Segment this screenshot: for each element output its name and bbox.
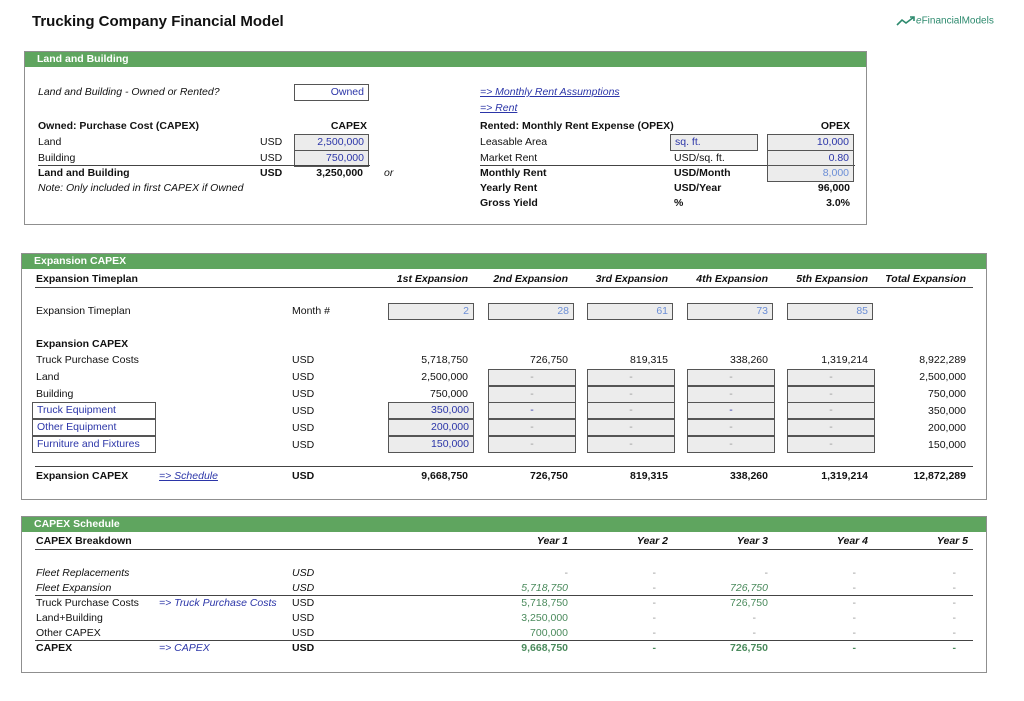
fleet-expansion-y1: 5,718,750	[521, 582, 568, 594]
row-truck-equipment-unit: USD	[292, 405, 315, 417]
fleet-expansion-y4: -	[852, 582, 856, 594]
row-land-input-4[interactable]: -	[687, 369, 775, 386]
sched-capex-total-y3: 726,750	[730, 642, 768, 654]
fleet-expansion-unit: USD	[292, 582, 315, 594]
land-label: Land	[38, 136, 62, 148]
row-truck-purchase-label: Truck Purchase Costs	[36, 354, 139, 366]
monthly-rent-value: 8,000	[767, 165, 854, 182]
row-land-input-5[interactable]: -	[787, 369, 875, 386]
expansion-total-3: 819,315	[630, 470, 668, 482]
sched-other-capex-unit: USD	[292, 627, 315, 639]
row-furniture-label[interactable]: Furniture and Fixtures	[32, 436, 156, 453]
row-other-equipment-input-4[interactable]: -	[687, 419, 775, 436]
or-text: or	[384, 167, 394, 179]
row-furniture-input-2[interactable]: -	[488, 436, 576, 453]
capex-breakdown-header: CAPEX Breakdown	[36, 535, 132, 547]
capex-column-header: CAPEX	[330, 120, 367, 132]
gross-yield-unit: %	[674, 197, 684, 209]
col-4th-expansion: 4th Expansion	[696, 273, 768, 285]
sched-other-capex-y1: 700,000	[530, 627, 568, 639]
sched-other-capex-y5: -	[952, 627, 956, 639]
row-furniture-input-3[interactable]: -	[587, 436, 675, 453]
timeplan-unit: Month #	[292, 305, 330, 317]
timeplan-label: Expansion Timeplan	[36, 305, 131, 317]
row-truck-equipment-input-3[interactable]: -	[587, 402, 675, 419]
expansion-total-5: 1,319,214	[821, 470, 868, 482]
row-other-equipment-label[interactable]: Other Equipment	[32, 419, 156, 436]
row-truck-equipment-input-4[interactable]: -	[687, 402, 775, 419]
row-truck-equipment-input-2[interactable]: -	[488, 402, 576, 419]
sched-truck-purchase-y2: -	[652, 597, 656, 609]
fleet-expansion-y3: 726,750	[730, 582, 768, 594]
row-other-equipment-input-3[interactable]: -	[587, 419, 675, 436]
leasable-area-unit: sq. ft.	[670, 134, 758, 151]
sched-truck-purchase-y5: -	[952, 597, 956, 609]
timeplan-input-2[interactable]: 28	[488, 303, 574, 320]
row-truck-purchase-v1: 5,718,750	[421, 354, 468, 366]
row-other-equipment-input-2[interactable]: -	[488, 419, 576, 436]
ownership-select[interactable]: Owned	[294, 84, 369, 101]
row-other-equipment-input-1[interactable]: 200,000	[388, 419, 474, 436]
sched-land-building-y1: 3,250,000	[521, 612, 568, 624]
market-rent-label: Market Rent	[480, 152, 538, 164]
row-land-unit: USD	[292, 371, 315, 383]
sched-capex-total-y2: -	[652, 642, 656, 654]
row-furniture-total: 150,000	[928, 439, 966, 451]
capex-schedule-panel	[21, 516, 987, 673]
expansion-total-unit: USD	[292, 470, 315, 482]
year-2-header: Year 2	[636, 535, 668, 547]
monthly-rent-label: Monthly Rent	[480, 167, 547, 179]
fleet-replacements-y5: -	[952, 567, 956, 579]
sched-capex-total-y1: 9,668,750	[521, 642, 568, 654]
gross-yield-value: 3.0%	[826, 197, 850, 209]
row-building-input-5[interactable]: -	[787, 386, 875, 403]
expansion-total-4: 338,260	[730, 470, 768, 482]
row-truck-equipment-input-1[interactable]: 350,000	[388, 402, 474, 419]
row-building-unit: USD	[292, 388, 315, 400]
col-3rd-expansion: 3rd Expansion	[595, 273, 668, 285]
monthly-rent-unit: USD/Month	[674, 167, 731, 179]
sched-truck-purchase-unit: USD	[292, 597, 315, 609]
land-cost-input[interactable]: 2,500,000	[294, 134, 369, 151]
year-5-header: Year 5	[936, 535, 968, 547]
col-5th-expansion: 5th Expansion	[796, 273, 868, 285]
expansion-timeplan-header: Expansion Timeplan	[36, 273, 138, 285]
sched-other-capex-label: Other CAPEX	[36, 627, 101, 639]
sched-land-building-y5: -	[952, 612, 956, 624]
brand-logo: eFinancialModels	[896, 15, 994, 27]
sched-land-building-y2: -	[652, 612, 656, 624]
fleet-expansion-label: Fleet Expansion	[36, 582, 112, 594]
schedule-link[interactable]: => Schedule	[159, 470, 218, 482]
rent-link[interactable]: => Rent	[480, 102, 518, 114]
building-label: Building	[38, 152, 76, 164]
row-other-equipment-input-5[interactable]: -	[787, 419, 875, 436]
sched-truck-purchase-y1: 5,718,750	[521, 597, 568, 609]
row-land-input-3[interactable]: -	[587, 369, 675, 386]
fleet-expansion-y5: -	[952, 582, 956, 594]
ownership-question: Land and Building - Owned or Rented?	[38, 86, 220, 98]
row-land-label: Land	[36, 371, 60, 383]
row-land-total: 2,500,000	[919, 371, 966, 383]
sched-land-building-unit: USD	[292, 612, 315, 624]
expansion-capex-title: Expansion CAPEX	[36, 338, 129, 350]
expansion-total-label: Expansion CAPEX	[36, 470, 129, 482]
row-furniture-input-5[interactable]: -	[787, 436, 875, 453]
expansion-total-2: 726,750	[530, 470, 568, 482]
growth-arrow-icon	[896, 15, 916, 27]
row-truck-purchase-unit: USD	[292, 354, 315, 366]
year-3-header: Year 3	[736, 535, 768, 547]
row-truck-purchase-v3: 819,315	[630, 354, 668, 366]
row-truck-equipment-label[interactable]: Truck Equipment	[32, 402, 156, 419]
yearly-rent-unit: USD/Year	[674, 182, 722, 194]
land-building-panel	[24, 51, 867, 225]
land-unit: USD	[260, 136, 283, 148]
expansion-capex-header: Expansion CAPEX	[22, 254, 986, 269]
capex-schedule-header: CAPEX Schedule	[22, 517, 986, 532]
year-4-header: Year 4	[836, 535, 868, 547]
row-land-input-2[interactable]: -	[488, 369, 576, 386]
building-cost-input[interactable]: 750,000	[294, 150, 369, 167]
sched-land-building-y3: -	[752, 612, 756, 624]
fleet-expansion-y2: -	[652, 582, 656, 594]
row-land-v1: 2,500,000	[421, 371, 468, 383]
sched-capex-total-unit: USD	[292, 642, 315, 654]
expansion-total-1: 9,668,750	[421, 470, 468, 482]
row-building-input-3[interactable]: -	[587, 386, 675, 403]
col-2nd-expansion: 2nd Expansion	[493, 273, 568, 285]
row-furniture-unit: USD	[292, 439, 315, 451]
opex-column-header: OPEX	[820, 120, 850, 132]
col-1st-expansion: 1st Expansion	[396, 273, 468, 285]
timeplan-input-1[interactable]: 2	[388, 303, 474, 320]
fleet-replacements-y4: -	[852, 567, 856, 579]
sched-other-capex-y4: -	[852, 627, 856, 639]
sched-capex-total-label: CAPEX	[36, 642, 73, 654]
row-building-input-2[interactable]: -	[488, 386, 576, 403]
sched-land-building-y4: -	[852, 612, 856, 624]
row-truck-purchase-total: 8,922,289	[919, 354, 966, 366]
row-truck-equipment-input-5[interactable]: -	[787, 402, 875, 419]
sched-truck-purchase-y3: 726,750	[730, 597, 768, 609]
row-building-input-4[interactable]: -	[687, 386, 775, 403]
row-other-equipment-unit: USD	[292, 422, 315, 434]
leasable-area-input[interactable]: 10,000	[767, 134, 854, 151]
market-rent-unit: USD/sq. ft.	[674, 152, 725, 164]
row-truck-purchase-v4: 338,260	[730, 354, 768, 366]
expansion-total-all: 12,872,289	[913, 470, 966, 482]
land-building-total-unit: USD	[260, 167, 283, 179]
sched-land-building-label: Land+Building	[36, 612, 103, 624]
monthly-rent-assumptions-link[interactable]: => Monthly Rent Assumptions	[480, 86, 620, 98]
building-unit: USD	[260, 152, 283, 164]
sched-capex-total-y5: -	[952, 642, 956, 654]
land-building-total-value: 3,250,000	[316, 167, 363, 179]
sched-capex-total-y4: -	[852, 642, 856, 654]
land-building-total-label: Land and Building	[38, 167, 130, 179]
capex-link[interactable]: => CAPEX	[159, 642, 210, 654]
fleet-replacements-y2: -	[652, 567, 656, 579]
row-furniture-input-1[interactable]: 150,000	[388, 436, 474, 453]
timeplan-input-5[interactable]: 85	[787, 303, 873, 320]
row-furniture-input-4[interactable]: -	[687, 436, 775, 453]
yearly-rent-value: 96,000	[817, 182, 850, 194]
owned-title: Owned: Purchase Cost (CAPEX)	[38, 120, 200, 132]
row-truck-equipment-total: 350,000	[928, 405, 966, 417]
fleet-replacements-unit: USD	[292, 567, 315, 579]
row-building-label: Building	[36, 388, 74, 400]
page-title: Trucking Company Financial Model	[32, 13, 284, 30]
sched-other-capex-y2: -	[652, 627, 656, 639]
expansion-capex-panel	[21, 253, 987, 500]
rented-title: Rented: Monthly Rent Expense (OPEX)	[480, 120, 674, 132]
land-building-header: Land and Building	[25, 52, 866, 67]
year-1-header: Year 1	[536, 535, 568, 547]
sched-truck-purchase-label: Truck Purchase Costs	[36, 597, 139, 609]
market-rent-input[interactable]: 0.80	[767, 150, 854, 167]
sched-other-capex-y3: -	[752, 627, 756, 639]
fleet-replacements-y1: -	[564, 567, 568, 579]
leasable-area-label: Leasable Area	[480, 136, 548, 148]
row-building-v1: 750,000	[430, 388, 468, 400]
timeplan-input-3[interactable]: 61	[587, 303, 673, 320]
col-total-expansion: Total Expansion	[885, 273, 966, 285]
row-building-total: 750,000	[928, 388, 966, 400]
yearly-rent-label: Yearly Rent	[480, 182, 538, 194]
owned-note: Note: Only included in first CAPEX if Owned	[38, 182, 244, 194]
row-truck-purchase-v2: 726,750	[530, 354, 568, 366]
gross-yield-label: Gross Yield	[480, 197, 538, 209]
sched-truck-purchase-y4: -	[852, 597, 856, 609]
fleet-replacements-label: Fleet Replacements	[36, 567, 130, 579]
truck-purchase-costs-link[interactable]: => Truck Purchase Costs	[159, 597, 277, 609]
fleet-replacements-y3: -	[764, 567, 768, 579]
row-truck-purchase-v5: 1,319,214	[821, 354, 868, 366]
row-other-equipment-total: 200,000	[928, 422, 966, 434]
timeplan-input-4[interactable]: 73	[687, 303, 773, 320]
